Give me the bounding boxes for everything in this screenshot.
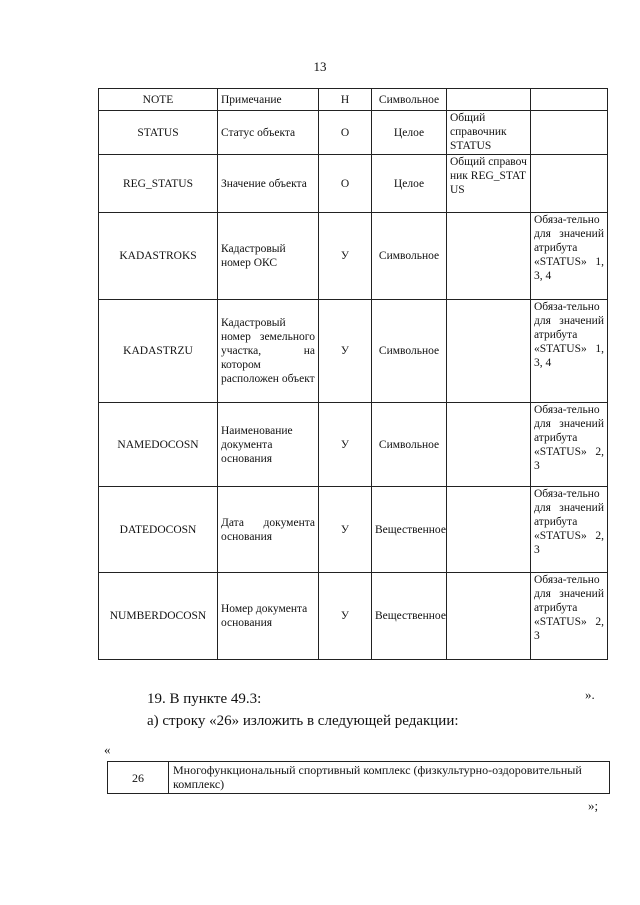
opening-quote: « (104, 742, 111, 757)
attr-type: Целое (372, 111, 447, 155)
attr-name: KADASTROKS (99, 213, 218, 300)
attr-required: Н (319, 89, 372, 111)
table-closing-quote: ». (585, 687, 595, 702)
attr-condition (531, 89, 608, 111)
attr-reference: Общий справочник REG_STATUS (447, 155, 531, 213)
table-row (99, 155, 608, 213)
item-heading: 19. В пункте 49.3: (147, 691, 262, 707)
attr-type: Вещественное (372, 487, 447, 573)
attr-required: О (319, 155, 372, 213)
table-row (99, 213, 608, 300)
attr-required: У (319, 213, 372, 300)
closing-quote: »; (588, 798, 599, 813)
attr-note: Кадастровый номер земельного участка, на котором расположен объект (218, 300, 319, 403)
attr-name: NUMBERDOCOSN (99, 573, 218, 660)
attr-required: У (319, 487, 372, 573)
attr-name: REG_STATUS (99, 155, 218, 213)
table-row (99, 573, 608, 660)
attr-note: Номер документа основания (218, 573, 319, 660)
attr-condition (531, 155, 608, 213)
attr-condition (531, 111, 608, 155)
attr-type: Вещественное (372, 573, 447, 660)
attr-type: Символьное (372, 300, 447, 403)
attr-reference (447, 487, 531, 573)
page-number: 13 (313, 59, 327, 74)
attr-note: Значение объекта (218, 155, 319, 213)
attr-type: Целое (372, 155, 447, 213)
attr-reference: Общий справочник STATUS (447, 111, 531, 155)
attr-required: О (319, 111, 372, 155)
table-row (99, 487, 608, 573)
attr-note: Дата документа основания (218, 487, 319, 573)
replacement-row-table (107, 761, 610, 794)
attr-reference (447, 403, 531, 487)
attr-condition: Обяза-тельно для значений атрибута «STATUS» 2, 3 (531, 403, 608, 487)
attr-note: Статус объекта (218, 111, 319, 155)
attr-type: Символьное (372, 403, 447, 487)
attr-type: Символьное (372, 89, 447, 111)
attr-note: Примечание (218, 89, 319, 111)
attr-name: NAMEDOCOSN (99, 403, 218, 487)
table-row (99, 111, 608, 155)
row-text: Многофункциональный спортивный комплекс (физкультурно-оздоровительный комплекс) (169, 762, 610, 794)
attr-note: Кадастровый номер ОКС (218, 213, 319, 300)
attr-name: DATEDOCOSN (99, 487, 218, 573)
attr-name: NOTE (99, 89, 218, 111)
table-row (99, 403, 608, 487)
table-row (99, 300, 608, 403)
attr-name: STATUS (99, 111, 218, 155)
attr-name: KADASTRZU (99, 300, 218, 403)
attr-type: Символьное (372, 213, 447, 300)
table-row (108, 762, 610, 794)
attr-reference (447, 573, 531, 660)
attr-reference (447, 89, 531, 111)
attr-required: У (319, 403, 372, 487)
row-code: 26 (108, 762, 169, 794)
attr-required: У (319, 300, 372, 403)
item-subparagraph: а) строку «26» изложить в следующей редакции: (147, 713, 459, 729)
attr-reference (447, 213, 531, 300)
attr-reference (447, 300, 531, 403)
attr-required: У (319, 573, 372, 660)
attr-condition: Обяза-тельно для значений атрибута «STATUS» 2, 3 (531, 487, 608, 573)
attribute-table (98, 88, 608, 660)
attr-condition: Обяза-тельно для значений атрибута «STATUS» 2, 3 (531, 573, 608, 660)
attr-note: Наименование документа основания (218, 403, 319, 487)
table-row (99, 89, 608, 111)
attr-condition: Обяза-тельно для значений атрибута «STATUS» 1, 3, 4 (531, 213, 608, 300)
attr-condition: Обяза-тельно для значений атрибута «STATUS» 1, 3, 4 (531, 300, 608, 403)
